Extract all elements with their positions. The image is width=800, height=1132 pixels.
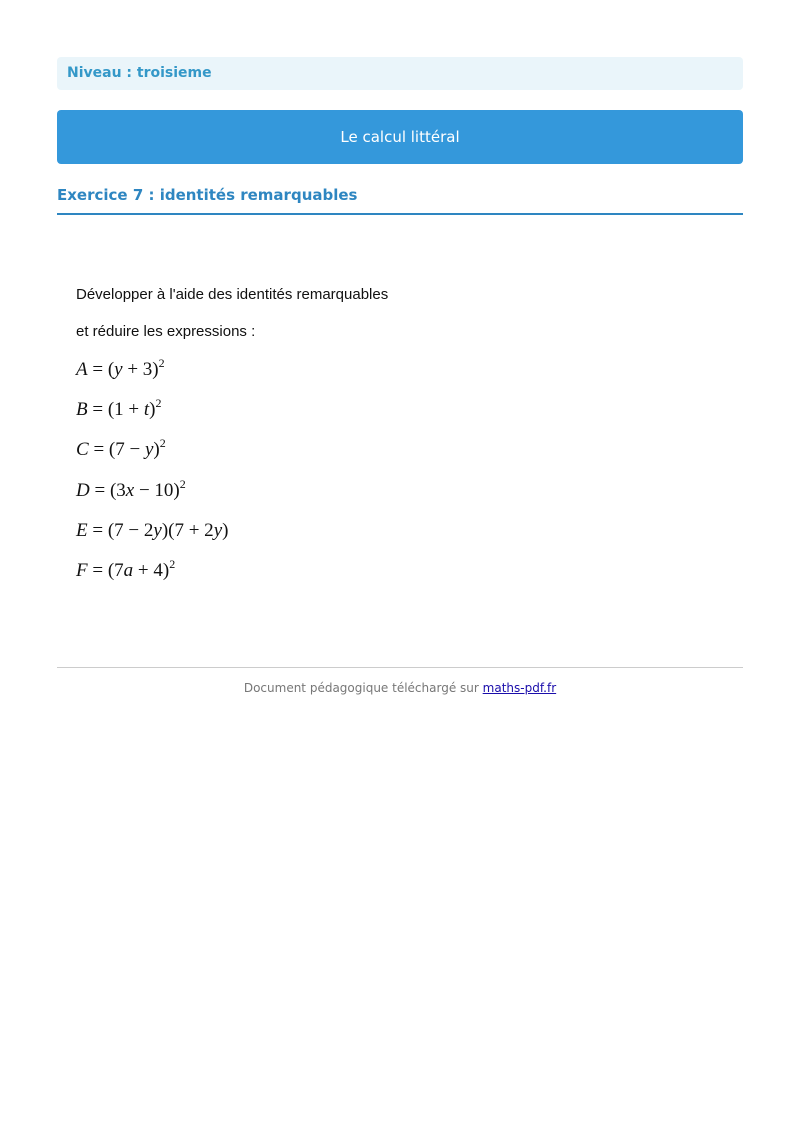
expression-c: $C = (7 - y)^2$ <box>76 436 166 461</box>
footer <box>57 680 743 696</box>
expression-name: D <box>76 479 90 501</box>
expression-e: E = (7 − 2y)(7 + 2y) <box>76 519 229 541</box>
exercise-content <box>76 283 676 598</box>
expression-d: $D = (3x - 10)^2$ <box>76 476 186 501</box>
footer-divider <box>57 667 743 668</box>
exercise-heading: Exercice 7 : identités remarquables <box>57 184 743 215</box>
expression-b: $B = (1 + t)^2$ <box>76 396 162 421</box>
expression-list <box>76 357 676 598</box>
instruction-line-1: Développer à l'aide des identités remarquables <box>76 286 389 303</box>
expression-f: $F = (7a + 4)^2$ <box>76 556 176 581</box>
chapter-title-banner: Le calcul littéral <box>57 110 743 164</box>
expression-name: B <box>76 399 88 421</box>
expression-name: F <box>76 559 88 581</box>
level-label: Niveau : troisieme <box>57 57 743 90</box>
expression-name: A <box>76 359 88 380</box>
expression-a: $A = (y + 3)^2$ <box>76 356 165 380</box>
footer-link[interactable]: maths-pdf.fr <box>482 681 557 695</box>
footer-text: Document pédagogique téléchargé sur <box>243 681 479 695</box>
instruction-line-2: et réduire les expressions : <box>76 323 256 340</box>
expression-name: C <box>76 439 89 461</box>
expression-name: E <box>76 519 88 541</box>
